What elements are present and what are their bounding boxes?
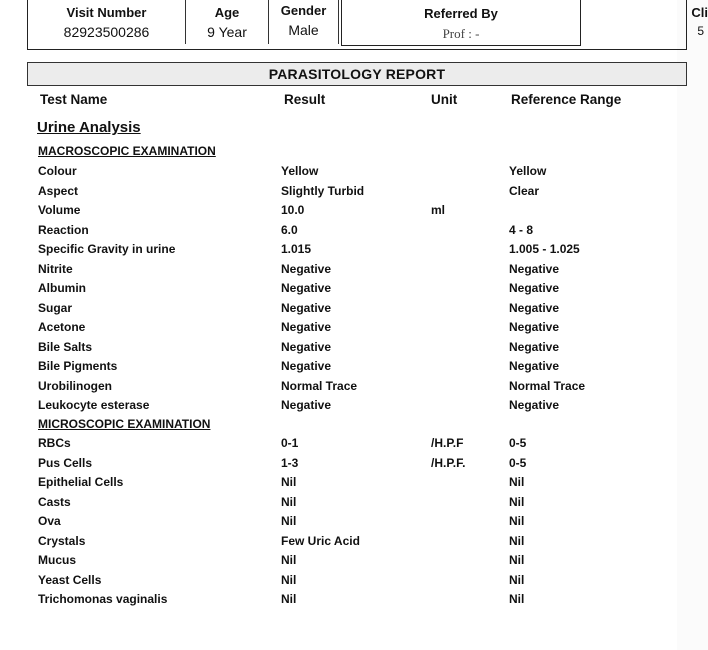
- test-name: Casts: [38, 494, 71, 509]
- test-result: Negative: [281, 300, 332, 315]
- test-name: Colour: [38, 164, 77, 178]
- test-reference: Negative: [509, 281, 560, 295]
- test-result: Nil: [281, 514, 297, 528]
- test-name: Bile Pigments: [38, 359, 118, 373]
- test-reference: Nil: [509, 475, 525, 489]
- age-cell: [186, 0, 269, 44]
- test-name: Bile Salts: [38, 339, 93, 354]
- test-reference: Nil: [509, 514, 525, 528]
- test-reference: Negative: [509, 359, 560, 373]
- test-name: Specific Gravity in urine: [38, 242, 176, 256]
- test-row: [0, 242, 677, 261]
- test-result: Negative: [281, 320, 332, 334]
- age-label: Age: [214, 5, 240, 20]
- test-result: 1.015: [281, 242, 312, 256]
- test-result: 1-3: [281, 455, 299, 470]
- test-result: Yellow: [281, 164, 319, 178]
- gender-value: Male: [288, 22, 319, 38]
- microscopic-title: MICROSCOPIC EXAMINATION: [38, 417, 211, 431]
- test-reference: Yellow: [509, 164, 547, 178]
- test-row: [0, 184, 677, 203]
- test-row: [0, 379, 677, 398]
- test-row: [0, 573, 677, 592]
- macroscopic-title: MACROSCOPIC EXAMINATION: [38, 144, 216, 158]
- test-unit: /H.P.F: [431, 436, 464, 450]
- test-name: Urobilinogen: [38, 378, 112, 393]
- test-name: Aspect: [38, 183, 79, 198]
- referred-by-cell: [341, 0, 581, 46]
- clinic-value: 5: [697, 24, 704, 38]
- gender-cell: [269, 0, 339, 44]
- test-row: [0, 514, 677, 533]
- test-name: Pus Cells: [38, 455, 93, 470]
- col-reference: Reference Range: [511, 92, 622, 107]
- test-row: [0, 495, 677, 514]
- test-reference: Negative: [509, 300, 560, 315]
- test-result: Slightly Turbid: [281, 183, 365, 198]
- referred-by-label: Referred By: [424, 6, 498, 21]
- test-result: 10.0: [281, 203, 305, 217]
- test-result: Negative: [281, 281, 332, 295]
- test-result: 0-1: [281, 436, 299, 450]
- test-reference: Negative: [509, 261, 560, 276]
- clinic-label: Cli: [691, 5, 708, 20]
- test-unit: /H.P.F.: [431, 455, 466, 470]
- test-result: Nil: [281, 475, 297, 489]
- test-name: Mucus: [38, 553, 77, 567]
- test-name: Acetone: [38, 320, 86, 334]
- gender-label: Gender: [280, 3, 327, 18]
- test-row: [0, 436, 677, 455]
- test-name: Reaction: [38, 222, 89, 237]
- col-test-name: Test Name: [40, 92, 108, 107]
- test-reference: 4 - 8: [509, 222, 534, 237]
- test-reference: 0-5: [509, 455, 527, 470]
- test-reference: Nil: [509, 553, 525, 567]
- test-result: Negative: [281, 339, 332, 354]
- test-name: Leukocyte esterase: [38, 398, 150, 412]
- visit-number-value: 82923500286: [63, 24, 150, 40]
- report-title: PARASITOLOGY REPORT: [27, 62, 687, 86]
- test-reference: Clear: [509, 183, 540, 198]
- test-reference: Normal Trace: [509, 378, 586, 393]
- test-name: Epithelial Cells: [38, 475, 124, 489]
- test-name: Volume: [38, 203, 81, 217]
- test-name: Yeast Cells: [38, 572, 102, 587]
- test-row: [0, 359, 677, 378]
- test-name: Ova: [38, 514, 61, 528]
- test-result: Nil: [281, 572, 297, 587]
- test-result: Nil: [281, 494, 297, 509]
- test-reference: 0-5: [509, 436, 527, 450]
- test-result: Nil: [281, 592, 297, 606]
- test-reference: Negative: [509, 339, 560, 354]
- test-name: Crystals: [38, 533, 86, 548]
- referred-by-value: Prof : -: [442, 26, 480, 41]
- test-row: [0, 340, 677, 359]
- test-row: [0, 203, 677, 222]
- test-row: [0, 592, 677, 611]
- test-row: [0, 262, 677, 281]
- test-result: 6.0: [281, 222, 298, 237]
- test-result: Negative: [281, 261, 332, 276]
- test-row: [0, 475, 677, 494]
- visit-number-cell: [28, 0, 186, 44]
- age-value: 9 Year: [207, 24, 247, 40]
- test-reference: Negative: [509, 398, 560, 412]
- test-reference: Nil: [509, 572, 525, 587]
- test-reference: 1.005 - 1.025: [509, 242, 580, 256]
- test-name: Sugar: [38, 300, 73, 315]
- test-row: [0, 553, 677, 572]
- test-unit: ml: [431, 203, 446, 217]
- test-row: [0, 164, 677, 183]
- test-row: [0, 301, 677, 320]
- test-name: Nitrite: [38, 261, 73, 276]
- test-result: Normal Trace: [281, 378, 358, 393]
- test-result: Negative: [281, 398, 332, 412]
- test-result: Few Uric Acid: [281, 533, 360, 548]
- test-row: [0, 398, 677, 417]
- section-title: Urine Analysis: [37, 119, 141, 136]
- test-name: RBCs: [38, 436, 71, 450]
- test-row: [0, 281, 677, 300]
- test-row: [0, 534, 677, 553]
- clinic-cell: [581, 0, 708, 44]
- test-name: Trichomonas vaginalis: [38, 592, 168, 606]
- test-name: Albumin: [38, 281, 86, 295]
- test-reference: Negative: [509, 320, 560, 334]
- test-row: [0, 320, 677, 339]
- col-unit: Unit: [431, 92, 458, 107]
- visit-number-label: Visit Number: [66, 5, 147, 20]
- test-result: Nil: [281, 553, 297, 567]
- test-result: Negative: [281, 359, 332, 373]
- col-result: Result: [284, 92, 326, 107]
- test-reference: Nil: [509, 494, 525, 509]
- test-row: [0, 223, 677, 242]
- test-row: [0, 456, 677, 475]
- test-reference: Nil: [509, 592, 525, 606]
- patient-info-table: [27, 0, 708, 50]
- test-reference: Nil: [509, 533, 525, 548]
